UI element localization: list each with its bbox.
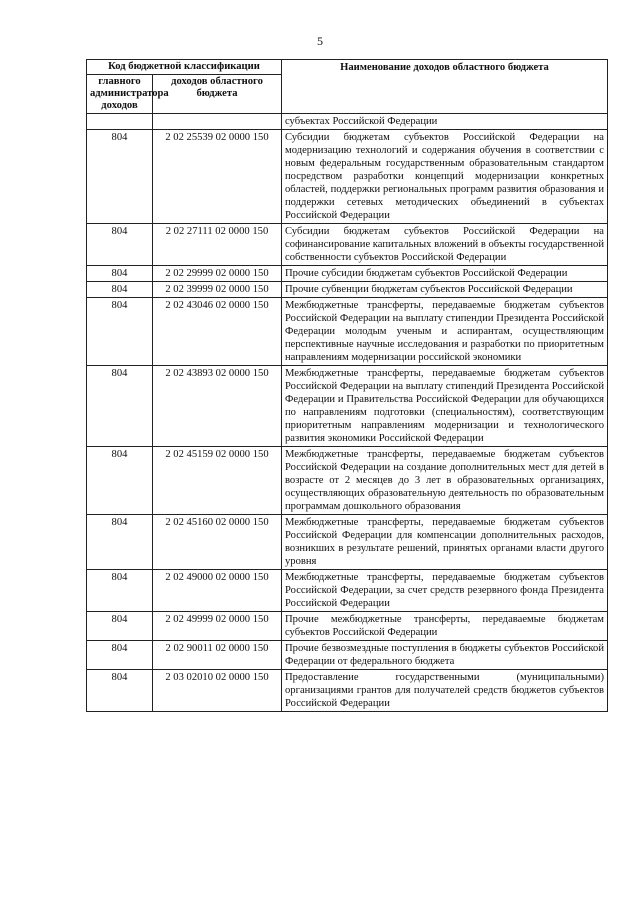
continuation-text: субъектах Российской Федерации: [282, 114, 608, 130]
table-row: [87, 130, 608, 224]
admin-code-cell: 804: [87, 130, 153, 224]
admin-code-cell: 804: [87, 670, 153, 712]
table-row: [87, 366, 608, 447]
revenue-name-cell: Субсидии бюджетам субъектов Российской Федерации на софинансирование капитальных вложений в объекты государственной собственности субъектов Российской Федерации: [282, 224, 608, 266]
revenue-name-cell: Межбюджетные трансферты, передаваемые бюджетам субъектов Российской Федерации для компенсации дополнительных расходов, возникших в результате решений, принятых органами власти другого уровня: [282, 515, 608, 570]
table-body: [87, 114, 608, 712]
revenue-code-cell: 2 02 49000 02 0000 150: [153, 570, 282, 612]
table-row: [87, 515, 608, 570]
revenue-code-cell: 2 02 29999 02 0000 150: [153, 266, 282, 282]
revenue-name-cell: Прочие межбюджетные трансферты, передаваемые бюджетам субъектов Российской Федерации: [282, 612, 608, 641]
revenue-name-cell: Субсидии бюджетам субъектов Российской Федерации на модернизацию технологий и содержания обучения в соответствии с новым федеральным государственным образовательным стандартом посредством разработки концепций модернизации конкретных областей, поддержки региональных программ развития образования и поддержки сетевых методических объединений в субъектах Российской Федерации: [282, 130, 608, 224]
revenue-name-cell: Прочие субвенции бюджетам субъектов Российской Федерации: [282, 282, 608, 298]
revenue-name-cell: Межбюджетные трансферты, передаваемые бюджетам субъектов Российской Федерации, за счет средств резервного фонда Президента Российской Федерации: [282, 570, 608, 612]
page-number: 5: [317, 34, 323, 48]
table-row: [87, 447, 608, 515]
table-row: [87, 266, 608, 282]
budget-code-group-header: Код бюджетной классификации: [87, 60, 282, 75]
revenue-code-header: доходов областного бюджета: [153, 75, 282, 114]
revenue-code-cell: 2 02 43893 02 0000 150: [153, 366, 282, 447]
admin-code-cell: 804: [87, 641, 153, 670]
revenue-name-cell: Прочие субсидии бюджетам субъектов Российской Федерации: [282, 266, 608, 282]
revenue-code-cell: 2 02 43046 02 0000 150: [153, 298, 282, 366]
revenue-name-cell: Межбюджетные трансферты, передаваемые бюджетам субъектов Российской Федерации на создание дополнительных мест для детей в возрасте от 2 месяцев до 3 лет в образовательных организациях, осуществляющих образовательную деятельность по образовательным программам дошкольного образования: [282, 447, 608, 515]
admin-code-cell: 804: [87, 515, 153, 570]
admin-code-header: главного администратора доходов: [87, 75, 153, 114]
admin-code-cell: 804: [87, 612, 153, 641]
empty-cell: [153, 114, 282, 130]
revenue-code-cell: 2 02 25539 02 0000 150: [153, 130, 282, 224]
table-row: [87, 282, 608, 298]
admin-code-cell: 804: [87, 570, 153, 612]
revenue-name-cell: Прочие безвозмездные поступления в бюджеты субъектов Российской Федерации от федерального бюджета: [282, 641, 608, 670]
revenue-code-cell: 2 02 45159 02 0000 150: [153, 447, 282, 515]
table-row: [87, 298, 608, 366]
revenue-name-cell: Предоставление государственными (муниципальными) организациями грантов для получателей средств бюджетов субъектов Российской Федерации: [282, 670, 608, 712]
revenue-code-cell: 2 02 90011 02 0000 150: [153, 641, 282, 670]
revenue-name-header: Наименование доходов областного бюджета: [282, 60, 608, 114]
revenue-code-cell: 2 02 39999 02 0000 150: [153, 282, 282, 298]
revenue-code-cell: 2 02 49999 02 0000 150: [153, 612, 282, 641]
admin-code-cell: 804: [87, 447, 153, 515]
table-row: [87, 612, 608, 641]
revenue-code-cell: 2 02 27111 02 0000 150: [153, 224, 282, 266]
table-row: [87, 224, 608, 266]
revenue-code-cell: 2 03 02010 02 0000 150: [153, 670, 282, 712]
table-row: [87, 670, 608, 712]
empty-cell: [87, 114, 153, 130]
admin-code-cell: 804: [87, 282, 153, 298]
admin-code-cell: 804: [87, 298, 153, 366]
revenue-name-cell: Межбюджетные трансферты, передаваемые бюджетам субъектов Российской Федерации на выплату стипендий Президента Российской Федерации и Правительства Российской Федерации для обучающихся по направлениям подготовки (специальностям), соответствующим приоритетным направлениям модернизации и технологического развития экономики Российской Федерации: [282, 366, 608, 447]
admin-code-cell: 804: [87, 224, 153, 266]
table-row: [87, 570, 608, 612]
admin-code-cell: 804: [87, 266, 153, 282]
admin-code-cell: 804: [87, 366, 153, 447]
revenue-name-cell: Межбюджетные трансферты, передаваемые бюджетам субъектов Российской Федерации на выплату стипендии Президента Российской Федерации молодым ученым и аспирантам, осуществляющим перспективные научные исследования и разработки по приоритетным направлениям модернизации российской экономики: [282, 298, 608, 366]
table-row: [87, 641, 608, 670]
revenue-code-cell: 2 02 45160 02 0000 150: [153, 515, 282, 570]
revenue-classification-table: [86, 59, 608, 712]
continuation-row: [87, 114, 608, 130]
table-header-row: [87, 60, 608, 75]
